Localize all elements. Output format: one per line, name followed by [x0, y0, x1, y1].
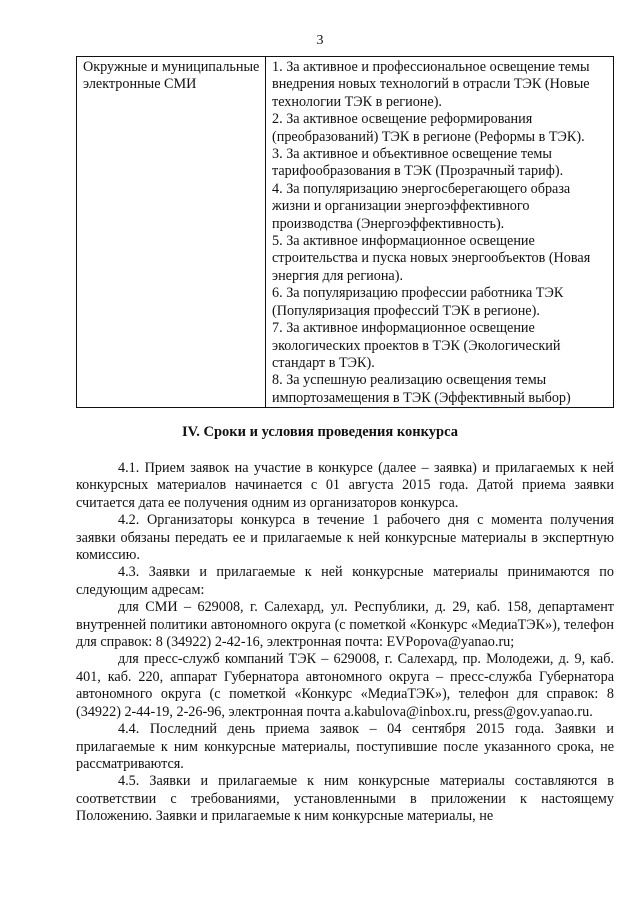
paragraph-4-3: 4.3. Заявки и прилагаемые к ней конкурсные материалы принимаются по следующим адресам:: [76, 564, 614, 598]
nomination-item: 4. За популяризацию энергосберегающего образа жизни и организации энергоэффективного производства (Энергоэффективность).: [272, 180, 571, 232]
address-press-services: для пресс-служб компаний ТЭК – 629008, г. Салехард, пр. Молодежи, д. 9, каб. 401, каб. 220, аппарат Губернатора автономного округа – пресс-служба Губернатора автономного округа (с пометкой «Конкурс «МедиаТЭК»), телефон для справок: 8 (34922) 2-44-19, 2-26-96, электронная почта a.kabulova@inbox.ru, press@gov.yanao.ru.: [76, 651, 614, 720]
paragraph-4-1: 4.1. Прием заявок на участие в конкурсе (далее – заявка) и прилагаемых к ней конкурсных материалов начинается с 01 августа 2015 года. Датой приема заявки считается дата ее получения одним из организаторов конкурса.: [76, 460, 614, 511]
nominations-table: [76, 56, 614, 408]
paragraph-4-4: 4.4. Последний день приема заявок – 04 сентября 2015 года. Заявки и прилагаемые к ним конкурсные материалы, поступившие после указанного срока, не рассматриваются.: [76, 721, 614, 772]
paragraph-4-5: 4.5. Заявки и прилагаемые к ним конкурсные материалы составляются в соответствии с требованиями, установленными в приложении к настоящему Положению. Заявки и прилагаемые к ним конкурсные материалы, не: [76, 773, 614, 825]
nomination-item: 2. За активное освещение реформирования (преобразований) ТЭК в регионе (Реформы в ТЭК).: [272, 111, 585, 145]
nominations-cell: [266, 57, 614, 408]
nomination-item: 3. За активное и объективное освещение темы тарифообразования в ТЭК (Прозрачный тариф).: [272, 146, 564, 180]
section-title: IV. Сроки и условия проведения конкурса: [182, 424, 458, 440]
nomination-item: 5. За активное информационное освещение строительства и пуска новых энергообъектов (Новая энергия для региона).: [272, 233, 591, 284]
paragraph-4-2: 4.2. Организаторы конкурса в течение 1 рабочего дня с момента получения заявки обязаны передать ее и прилагаемые к ней конкурсные материалы в экспертную комиссию.: [76, 512, 614, 564]
nomination-item: 1. За активное и профессиональное освещение темы внедрения новых технологий в отрасли ТЭК (Новые технологии ТЭК в регионе).: [272, 59, 590, 110]
nomination-item: 7. За активное информационное освещение экологических проектов в ТЭК (Экологический стандарт в ТЭК).: [272, 320, 561, 371]
nomination-item: 6. За популяризацию профессии работника ТЭК (Популяризация профессий ТЭК в регионе).: [272, 285, 564, 319]
address-media: для СМИ – 629008, г. Салехард, ул. Республики, д. 29, каб. 158, департамент внутренней политики автономного округа (с пометкой «Конкурс «МедиаТЭК»), телефон для справок: 8 (34922) 2-42-16, электронная почта: EVPopova@yanao.ru;: [76, 599, 614, 651]
media-category-cell: Окружные и муниципальные электронные СМИ: [77, 57, 266, 408]
page-number: 3: [316, 33, 324, 48]
section-body: [76, 460, 614, 826]
table-row: [77, 57, 614, 408]
nomination-item: 8. За успешную реализацию освещения темы импортозамещения в ТЭК (Эффективный выбор): [272, 372, 571, 406]
